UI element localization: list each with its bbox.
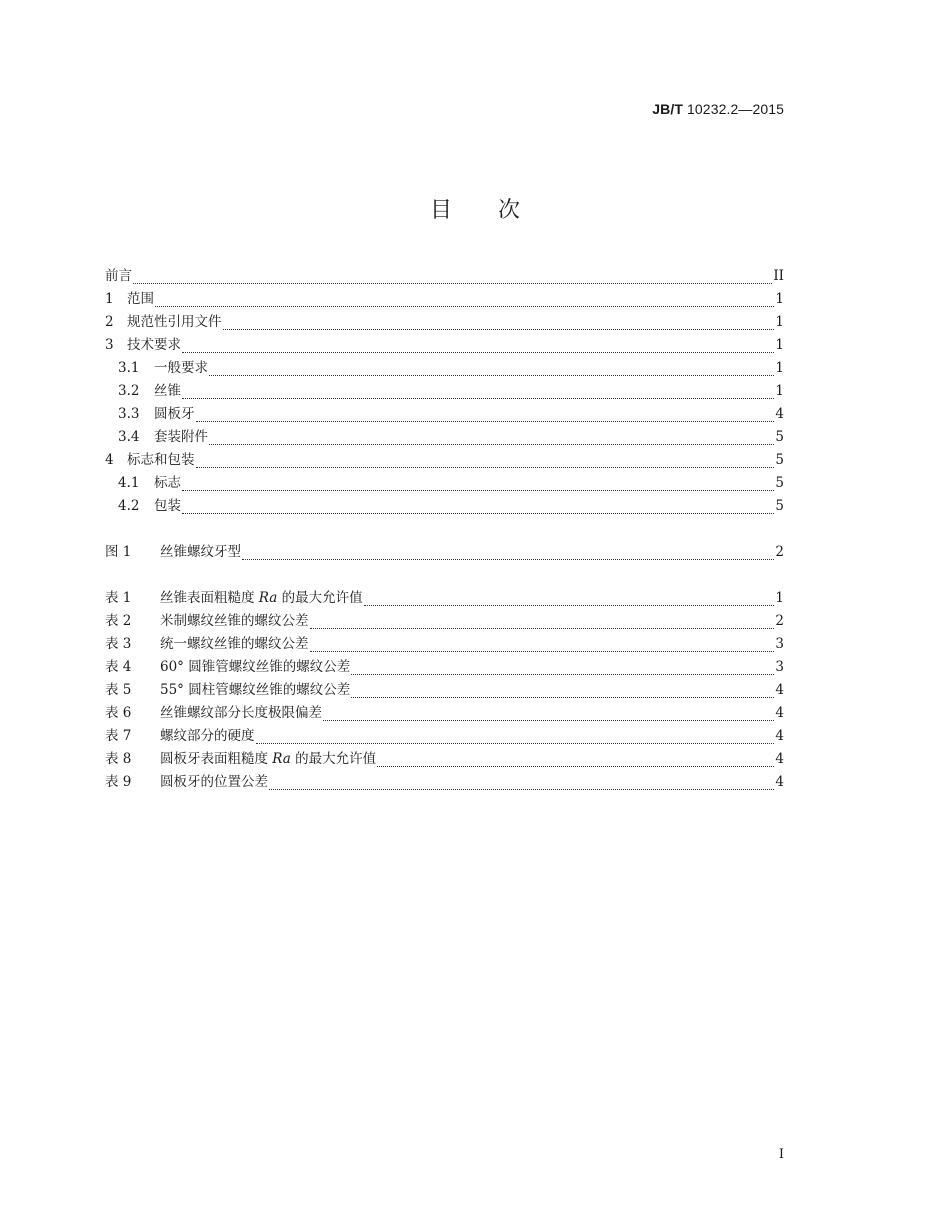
toc-leader — [209, 361, 774, 376]
toc-page: 4 — [775, 682, 784, 698]
toc-leader — [182, 499, 774, 514]
toc-leader — [351, 660, 774, 675]
section-gap — [105, 564, 784, 587]
toc-table-3[interactable] — [105, 633, 784, 656]
toc-label: 前言 — [105, 268, 132, 284]
toc-table-4[interactable] — [105, 656, 784, 679]
toc-number: 4.2 — [118, 498, 140, 514]
toc-leader — [323, 706, 774, 721]
toc-leader — [196, 453, 775, 468]
toc-number: 4 — [105, 452, 114, 468]
toc-page: II — [773, 268, 784, 284]
table-number: 表 7 — [105, 728, 132, 744]
toc-number: 4.1 — [118, 475, 140, 491]
toc-leader — [196, 407, 775, 422]
toc-leader — [182, 476, 774, 491]
document-code: JB/T 10232.2—2015 — [652, 101, 784, 117]
toc-number: 2 — [105, 314, 114, 330]
toc-entry-3-2[interactable] — [105, 380, 784, 403]
toc-page: 1 — [775, 291, 784, 307]
toc-leader — [182, 384, 774, 399]
toc-entry-1[interactable] — [105, 288, 784, 311]
toc-label: 规范性引用文件 — [127, 314, 222, 330]
toc-leader — [310, 614, 775, 629]
toc-table-5[interactable] — [105, 679, 784, 702]
table-number: 表 2 — [105, 613, 132, 629]
toc-table-6[interactable] — [105, 702, 784, 725]
toc-number: 3 — [105, 337, 114, 353]
toc-label: 技术要求 — [127, 337, 181, 353]
table-label: 丝锥表面粗糙度 Ra 的最大允许值 — [160, 590, 363, 606]
toc-page: 1 — [775, 590, 784, 606]
toc-label: 标志 — [154, 475, 181, 491]
table-label: 60° 圆锥管螺纹丝锥的螺纹公差 — [160, 659, 351, 675]
table-label: 圆板牙表面粗糙度 Ra 的最大允许值 — [160, 751, 377, 767]
toc-leader — [269, 775, 774, 790]
toc-page: 5 — [775, 429, 784, 445]
toc-label: 套装附件 — [154, 429, 208, 445]
table-label: 螺纹部分的硬度 — [160, 728, 255, 744]
figure-label: 丝锥螺纹牙型 — [160, 544, 241, 560]
toc-table-1[interactable] — [105, 587, 784, 610]
toc-page: 5 — [775, 475, 784, 491]
toc-label: 圆板牙 — [154, 406, 195, 422]
toc-table-7[interactable] — [105, 725, 784, 748]
toc-number: 3.4 — [118, 429, 140, 445]
toc-page: 4 — [775, 774, 784, 790]
table-number: 表 5 — [105, 682, 132, 698]
toc-page: 4 — [775, 751, 784, 767]
toc-label: 标志和包装 — [127, 452, 195, 468]
table-number: 表 8 — [105, 751, 132, 767]
toc-entry-4-2[interactable] — [105, 495, 784, 518]
toc-entry-4[interactable] — [105, 449, 784, 472]
table-number: 表 3 — [105, 636, 132, 652]
toc-entry-3-3[interactable] — [105, 403, 784, 426]
table-label: 米制螺纹丝锥的螺纹公差 — [160, 613, 309, 629]
table-label: 圆板牙的位置公差 — [160, 774, 268, 790]
toc-leader — [256, 729, 775, 744]
toc-page: 1 — [775, 360, 784, 376]
toc-leader — [223, 315, 775, 330]
toc-table-2[interactable] — [105, 610, 784, 633]
section-gap — [105, 518, 784, 541]
table-number: 表 1 — [105, 590, 132, 606]
toc-page: 4 — [775, 705, 784, 721]
toc-entry-preface[interactable] — [105, 265, 784, 288]
toc-leader — [133, 269, 772, 284]
toc-leader — [310, 637, 775, 652]
toc-number: 3.3 — [118, 406, 140, 422]
toc-page: 4 — [775, 728, 784, 744]
figure-number: 图 1 — [105, 544, 132, 560]
toc-table-8[interactable] — [105, 748, 784, 771]
toc-leader — [182, 338, 774, 353]
toc-page: 1 — [775, 383, 784, 399]
table-of-contents — [105, 265, 784, 794]
toc-entry-3-1[interactable] — [105, 357, 784, 380]
toc-label: 一般要求 — [154, 360, 208, 376]
toc-entry-3[interactable] — [105, 334, 784, 357]
toc-number: 3.2 — [118, 383, 140, 399]
toc-entry-4-1[interactable] — [105, 472, 784, 495]
toc-leader — [377, 752, 774, 767]
table-number: 表 6 — [105, 705, 132, 721]
toc-page: 1 — [775, 314, 784, 330]
toc-page: 2 — [775, 544, 784, 560]
toc-page: 3 — [775, 659, 784, 675]
table-label: 55° 圆柱管螺纹丝锥的螺纹公差 — [160, 682, 351, 698]
toc-leader — [242, 545, 774, 560]
toc-page: 3 — [775, 636, 784, 652]
toc-page: 5 — [775, 498, 784, 514]
table-label: 统一螺纹丝锥的螺纹公差 — [160, 636, 309, 652]
toc-number: 1 — [105, 291, 114, 307]
toc-label: 丝锥 — [154, 383, 181, 399]
toc-page: 5 — [775, 452, 784, 468]
toc-leader — [351, 683, 774, 698]
toc-page: 4 — [775, 406, 784, 422]
toc-entry-3-4[interactable] — [105, 426, 784, 449]
toc-label: 包装 — [154, 498, 181, 514]
table-number: 表 9 — [105, 774, 132, 790]
toc-figure-1[interactable] — [105, 541, 784, 564]
toc-table-9[interactable] — [105, 771, 784, 794]
toc-page: 2 — [775, 613, 784, 629]
toc-entry-2[interactable] — [105, 311, 784, 334]
toc-leader — [364, 591, 775, 606]
toc-page: 1 — [775, 337, 784, 353]
toc-label: 范围 — [127, 291, 154, 307]
toc-number: 3.1 — [118, 360, 140, 376]
toc-leader — [155, 292, 774, 307]
table-number: 表 4 — [105, 659, 132, 675]
table-label: 丝锥螺纹部分长度极限偏差 — [160, 705, 322, 721]
page-title: 目 次 — [429, 198, 521, 223]
page-number: I — [778, 1147, 784, 1162]
toc-leader — [209, 430, 774, 445]
